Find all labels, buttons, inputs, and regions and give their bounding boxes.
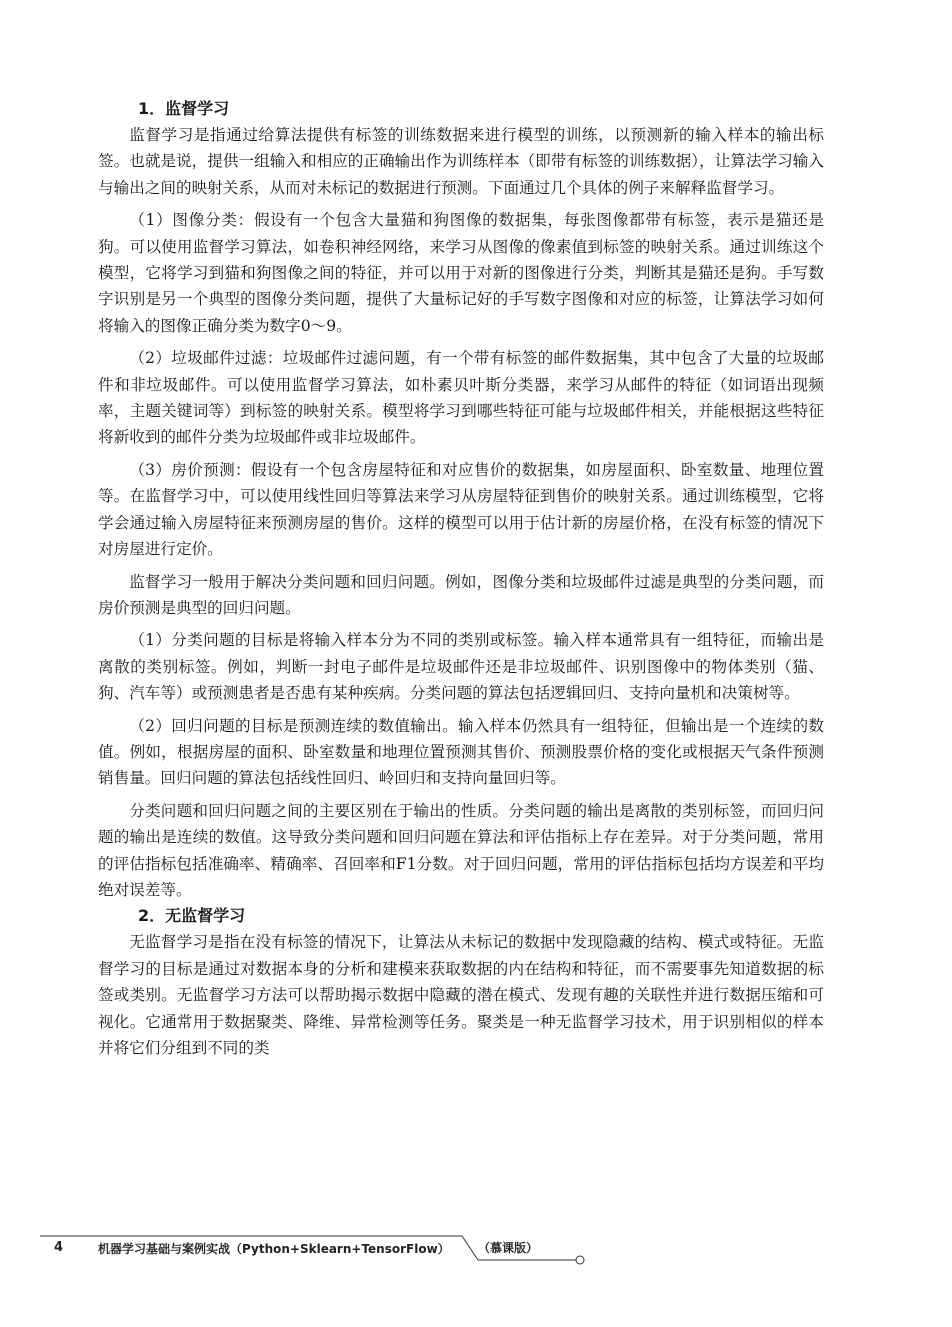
edition-label: （慕课版）	[478, 1241, 539, 1255]
section-heading-unsupervised: 2．无监督学习	[138, 906, 246, 926]
page-number: 4	[54, 1240, 64, 1255]
section-heading-supervised: 1．监督学习	[138, 99, 230, 118]
paragraph-classification: （1）分类问题的目标是将输入样本分为不同的类别或标签。输入样本通常具有一组特征，而输出是离散的类别标签。例如，判断一封电子邮件是垃圾邮件还是非垃圾邮件、识别图像中的物体类别（猫、狗、汽车等）或预测患者是否患有某种疾病。分类问题的算法包括逻辑回归、支持向量机和决策树等。	[98, 631, 824, 703]
paragraph-unsupervised-definition: 无监督学习是指在没有标签的情况下，让算法从未标记的数据中发现隐藏的结构、模式或特征。无监督学习的目标是通过对数据本身的分析和建模来获取数据的内在结构和特征，而不需要事先知道数据的标签或类别。无监督学习方法可以帮助揭示数据中隐藏的潜在模式、发现有趣的关联性并进行数据压缩和可视化。它通常用于数据聚类、降维、异常检测等任务。聚类是一种无监督学习技术，用于识别相似的样本并将它们分组到不同的类	[98, 933, 824, 1057]
paragraph-spam-filtering: （2）垃圾邮件过滤：垃圾邮件过滤问题，有一个带有标签的邮件数据集，其中包含了大量的垃圾邮件和非垃圾邮件。可以使用监督学习算法，如朴素贝叶斯分类器，来学习从邮件的特征（如词语出现频率，主题关键词等）到标签的映射关系。模型将学习到哪些特征可能与垃圾邮件相关，并能根据这些特征将新收到的邮件分类为垃圾邮件或非垃圾邮件。	[98, 349, 824, 447]
circle-ornament-icon	[576, 1256, 584, 1264]
paragraph-image-classification: （1）图像分类：假设有一个包含大量猫和狗图像的数据集，每张图像都带有标签，表示是猫还是狗。可以使用监督学习算法，如卷积神经网络，来学习从图像的像素值到标签的映射关系。通过训练这个模型，它将学习到猫和狗图像之间的特征，并可以用于对新的图像进行分类，判断其是猫还是狗。手写数字识别是另一个典型的图像分类问题，提供了大量标记好的手写数字图像和对应的标签，让算法学习如何将输入的图像正确分类为数字0～9。	[98, 211, 824, 335]
paragraph-classification-regression-intro: 监督学习一般用于解决分类问题和回归问题。例如，图像分类和垃圾邮件过滤是典型的分类问题，而房价预测是典型的回归问题。	[98, 572, 824, 617]
paragraph-supervised-definition: 监督学习是指通过给算法提供有标签的训练数据来进行模型的训练，以预测新的输入样本的输出标签。也就是说，提供一组输入和相应的正确输出作为训练样本（即带有标签的训练数据），让算法学习输入与输出之间的映射关系，从而对未标记的数据进行预测。下面通过几个具体的例子来解释监督学习。	[98, 126, 824, 197]
book-title: 机器学习基础与案例实战（Python+Sklearn+TensorFlow）	[98, 1242, 450, 1256]
paragraph-house-price: （3）房价预测：假设有一个包含房屋特征和对应售价的数据集，如房屋面积、卧室数量、地理位置等。在监督学习中，可以使用线性回归等算法来学习从房屋特征到售价的映射关系。通过训练模型，它将学会通过输入房屋特征来预测房屋的售价。这样的模型可以用于估计新的房屋价格，在没有标签的情况下对房屋进行定价。	[98, 460, 824, 559]
page-body	[98, 96, 824, 1061]
paragraph-difference: 分类问题和回归问题之间的主要区别在于输出的性质。分类问题的输出是离散的类别标签，而回归问题的输出是连续的数值。这导致分类问题和回归问题在算法和评估指标上存在差异。对于分类问题，常用的评估指标包括准确率、精确率、召回率和F1分数。对于回归问题，常用的评估指标包括均方误差和平均绝对误差等。	[98, 801, 824, 899]
page-footer	[0, 1226, 952, 1286]
paragraph-regression: （2）回归问题的目标是预测连续的数值输出。输入样本仍然具有一组特征，但输出是一个连续的数值。例如，根据房屋的面积、卧室数量和地理位置预测其售价、预测股票价格的变化或根据天气条件预测销售量。回归问题的算法包括线性回归、岭回归和支持向量回归等。	[98, 716, 824, 788]
